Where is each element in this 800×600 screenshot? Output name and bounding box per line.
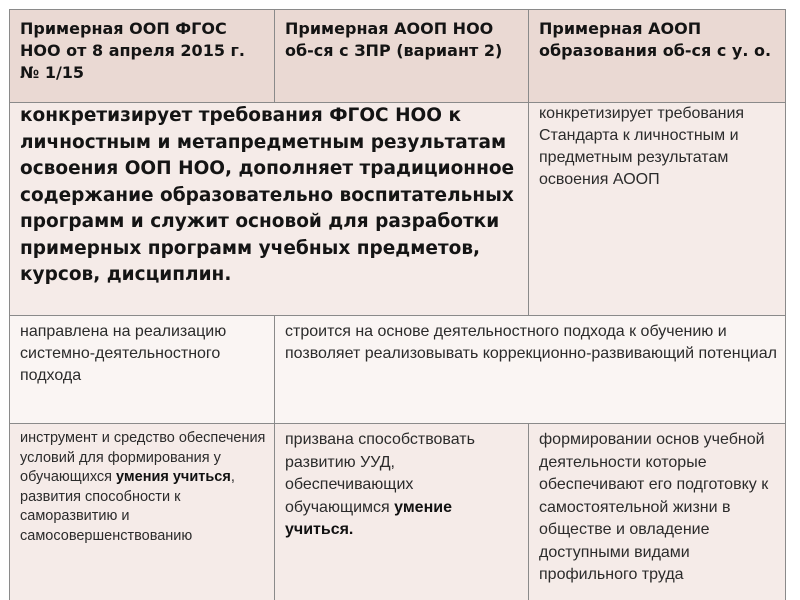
table-row [10,424,786,600]
row2-right-cell: строится на основе деятельностного подхода к обучению и позволяет реализовывать коррекционно-развивающий потенциал [275,316,786,424]
row3-cell-2-text: призвана способствовать развитию УУД, обеспечивающих обучающимся [285,431,475,516]
row3-cell-1-text-end: , развития способности к саморазвитию и самосовершенствованию [20,469,235,544]
comparison-table [9,9,786,600]
header-row [10,10,786,103]
row3-cell-1-text: инструмент и средство обеспечения условий для формирования у обучающихся [20,430,266,485]
row3-cell-1 [10,424,275,600]
row1-main-cell: конкретизирует требования ФГОС НОО к личностным и метапредметным результатам освоения ООП НОО, дополняет традиционное содержание образовательно воспитательных программ и служит основой для разработки примерных программ учебных предметов, курсов, дисциплин. [10,103,529,316]
row3-cell-1-bold: умения учиться [116,469,231,485]
header-cell-2: Примерная АООП НОО об-ся с ЗПР (вариант 2) [275,10,529,103]
header-cell-3: Примерная АООП образования об-ся с у. о. [529,10,786,103]
header-cell-1: Примерная ООП ФГОС НОО от 8 апреля 2015 г. № 1/15 [10,10,275,103]
row2-left-cell: направлена на реализацию системно-деятельностного подхода [10,316,275,424]
row3-cell-3: формировании основ учебной деятельности которые обеспечивают его подготовку к самостоятельной жизни в обществе и овладение доступными видами профильного труда [529,424,786,600]
row3-cell-2-bold: умение учиться. [285,498,452,538]
row3-cell-2 [275,424,529,600]
row1-right-cell: конкретизирует требования Стандарта к личностным и предметным результатам освоения АООП [529,103,786,316]
table-row [10,316,786,424]
table-row [10,103,786,316]
